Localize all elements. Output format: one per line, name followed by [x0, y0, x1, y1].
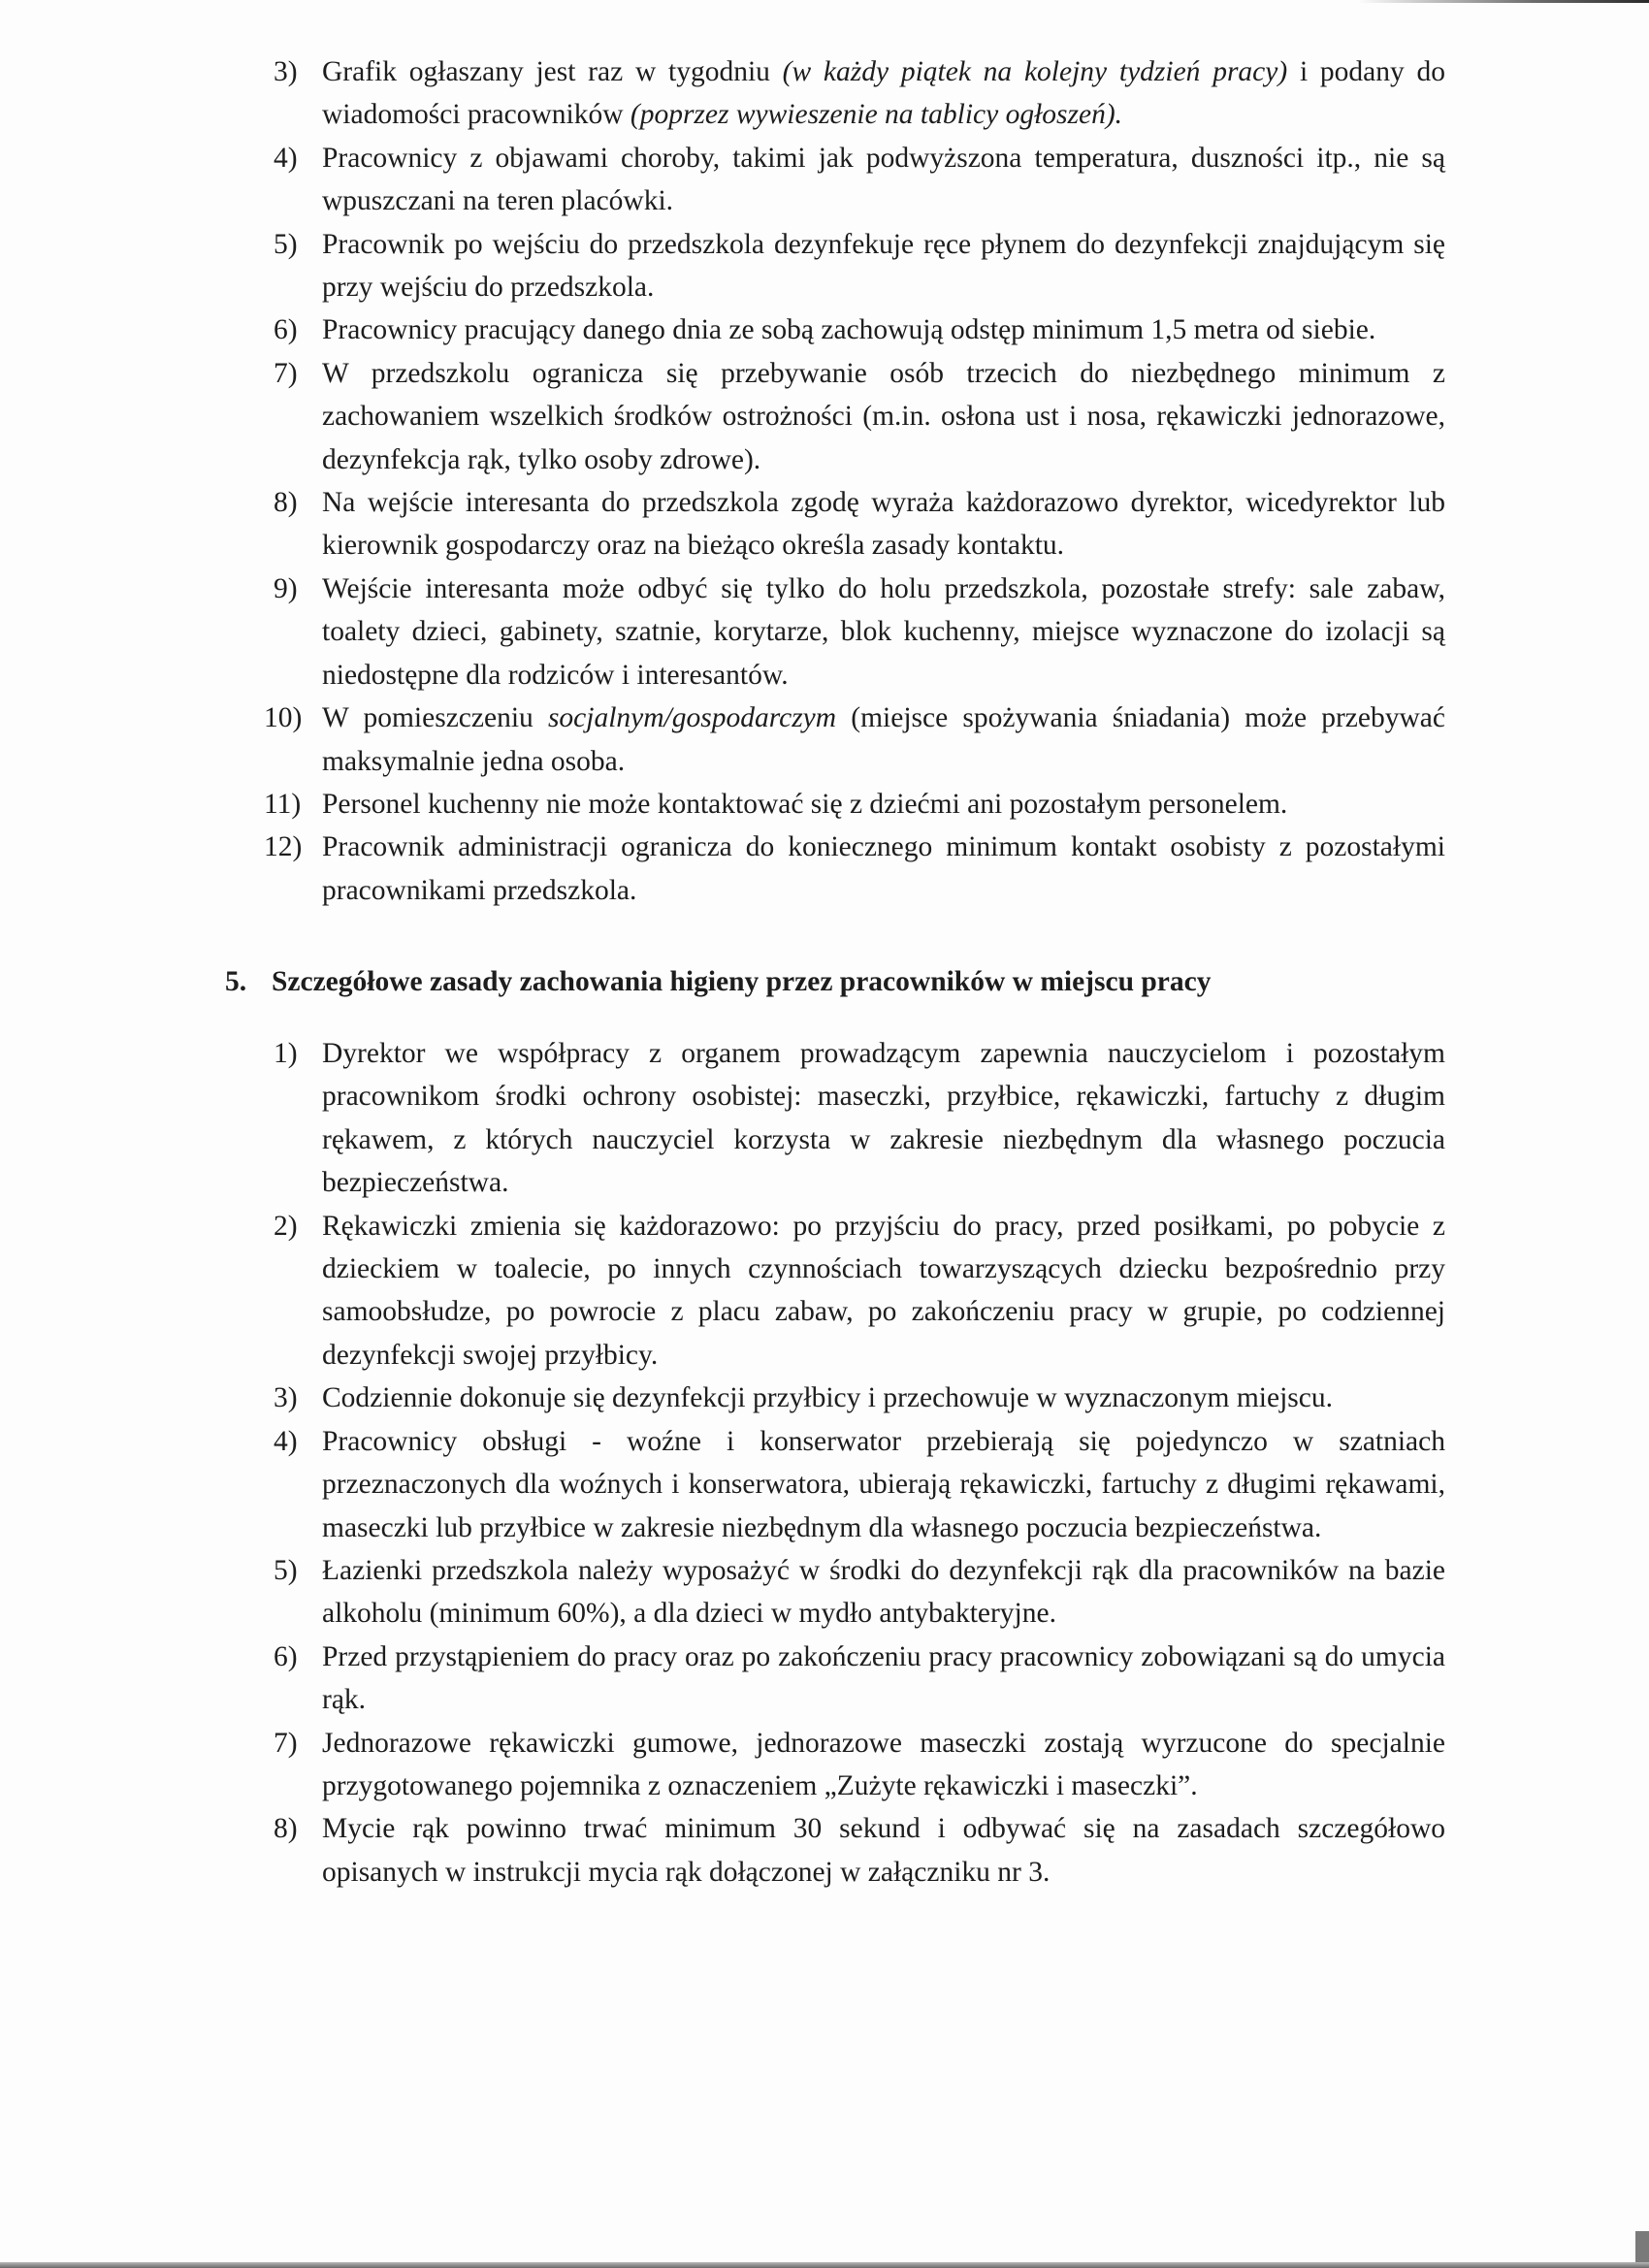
item-text: Przed przystąpieniem do pracy oraz po zakończeniu pracy pracownicy zobowiązani są do umycia rąk. — [322, 1640, 1445, 1716]
section-heading — [225, 960, 1445, 1003]
item-number: 3) — [274, 1382, 298, 1414]
list-item — [225, 567, 1445, 697]
item-text: Pracownik po wejściu do przedszkola dezynfekuje ręce płynem do dezynfekcji znajdującym się przy wejściu do przedszkola. — [322, 228, 1445, 304]
item-text: W przedszkolu ogranicza się przebywanie osób trzecich do niezbędnego minimum z zachowaniem wszelkich środków ostrożności (m.in. osłona ust i nosa, rękawiczki jednorazowe, dezynfekcja rąk, tylko osoby zdrowe). — [322, 357, 1445, 475]
item-number: 8) — [274, 487, 298, 519]
list-item — [225, 1032, 1445, 1205]
item-text: Rękawiczki zmienia się każdorazowo: po przyjściu do pracy, przed posiłkami, po pobycie z dzieckiem w toalecie, po innych czynnościach towarzyszących dziecku bezpośrednio przy samoobsłudze, po powrocie z placu zabaw, po zakończeniu pracy w grupie, po codziennej dezynfekcji swojej przyłbicy. — [322, 1210, 1445, 1371]
item-number: 11) — [264, 788, 302, 820]
item-number: 10) — [264, 702, 303, 734]
list-item — [225, 308, 1445, 351]
scan-edge-bottom — [0, 2262, 1649, 2268]
item-number: 5) — [274, 228, 298, 260]
section-title: Szczegółowe zasady zachowania higieny przez pracowników w miejscu pracy — [272, 966, 1212, 998]
list-item — [225, 783, 1445, 826]
item-number: 6) — [274, 1640, 298, 1672]
item-text: W pomieszczeniu socjalnym/gospodarczym (miejsce spożywania śniadania) może przebywać maksymalnie jedna osoba. — [322, 702, 1445, 777]
list-item — [225, 1377, 1445, 1419]
list-item — [225, 826, 1445, 912]
item-number: 3) — [274, 56, 298, 87]
item-number: 7) — [274, 1727, 298, 1759]
item-number: 12) — [264, 831, 303, 863]
item-number: 4) — [274, 1425, 298, 1457]
item-number: 7) — [274, 357, 298, 389]
scan-edge-top — [1358, 0, 1649, 3]
list-item — [225, 1807, 1445, 1894]
item-text: Pracownicy z objawami choroby, takimi jak podwyższona temperatura, duszności itp., nie są wpuszczani na teren placówki. — [322, 142, 1445, 217]
list-item — [225, 223, 1445, 309]
item-text: Wejście interesanta może odbyć się tylko do holu przedszkola, pozostałe strefy: sale zabaw, toalety dzieci, gabinety, szatnie, korytarze, blok kuchenny, miejsce wyznaczone do izolacji są niedostępne dla rodziców i interesantów. — [322, 572, 1445, 691]
list-item — [225, 1205, 1445, 1377]
list-item — [225, 50, 1445, 137]
item-text: Na wejście interesanta do przedszkola zgodę wyraża każdorazowo dyrektor, wicedyrektor lub kierownik gospodarczy oraz na bieżąco określa zasady kontaktu. — [322, 487, 1445, 562]
item-number: 6) — [274, 314, 298, 346]
list-item — [225, 1636, 1445, 1722]
item-text: Łazienki przedszkola należy wyposażyć w środki do dezynfekcji rąk dla pracowników na bazie alkoholu (minimum 60%), a dla dzieci w mydło antybakteryjne. — [322, 1554, 1445, 1630]
item-text: Pracownicy pracujący danego dnia ze sobą zachowują odstęp minimum 1,5 metra od siebie. — [322, 314, 1376, 346]
item-number: 9) — [274, 572, 298, 604]
item-number: 1) — [274, 1038, 298, 1070]
list-item — [225, 1420, 1445, 1549]
item-text: Dyrektor we współpracy z organem prowadzącym zapewnia nauczycielom i pozostałym pracownikom środki ochrony osobistej: maseczki, przyłbice, rękawiczki, fartuchy z długim rękawem, z których nauczyciel korzysta w zakresie niezbędnym dla własnego poczucia bezpieczeństwa. — [322, 1038, 1445, 1199]
list-item — [225, 1722, 1445, 1808]
item-number: 8) — [274, 1813, 298, 1845]
item-number: 5) — [274, 1554, 298, 1586]
item-text: Pracownik administracji ogranicza do koniecznego minimum kontakt osobisty z pozostałymi pracownikami przedszkola. — [322, 831, 1445, 906]
item-number: 2) — [274, 1210, 298, 1242]
list-item — [225, 137, 1445, 223]
rules-list — [225, 50, 1445, 912]
item-text: Pracownicy obsługi - woźne i konserwator przebierają się pojedynczo w szatniach przeznaczonych dla woźnych i konserwatora, ubierają rękawiczki, fartuchy z długimi rękawami, maseczki lub przyłbice w zakresie niezbędnym dla własnego poczucia bezpieczeństwa. — [322, 1425, 1445, 1543]
list-item — [225, 697, 1445, 783]
item-text: Mycie rąk powinno trwać minimum 30 sekund i odbywać się na zasadach szczegółowo opisanych w instrukcji mycia rąk dołączonej w załączniku nr 3. — [322, 1813, 1445, 1888]
item-text: Jednorazowe rękawiczki gumowe, jednorazowe maseczki zostają wyrzucone do specjalnie przygotowanego pojemnika z oznaczeniem „Zużyte rękawiczki i maseczki”. — [322, 1727, 1445, 1801]
item-number: 4) — [274, 142, 298, 174]
item-text: Personel kuchenny nie może kontaktować się z dziećmi ani pozostałym personelem. — [322, 788, 1288, 820]
item-text: Grafik ogłaszany jest raz w tygodniu (w każdy piątek na kolejny tydzień pracy) i podany do wiadomości pracowników (poprzez wywieszenie na tablicy ogłoszeń). — [322, 56, 1445, 131]
list-item — [225, 352, 1445, 481]
section-number: 5. — [225, 966, 247, 998]
section-5 — [225, 960, 1445, 1894]
document-body — [225, 50, 1445, 1894]
list-item — [225, 1549, 1445, 1636]
item-text: Codziennie dokonuje się dezynfekcji przyłbicy i przechowuje w wyznaczonym miejscu. — [322, 1382, 1333, 1414]
list-item — [225, 481, 1445, 567]
